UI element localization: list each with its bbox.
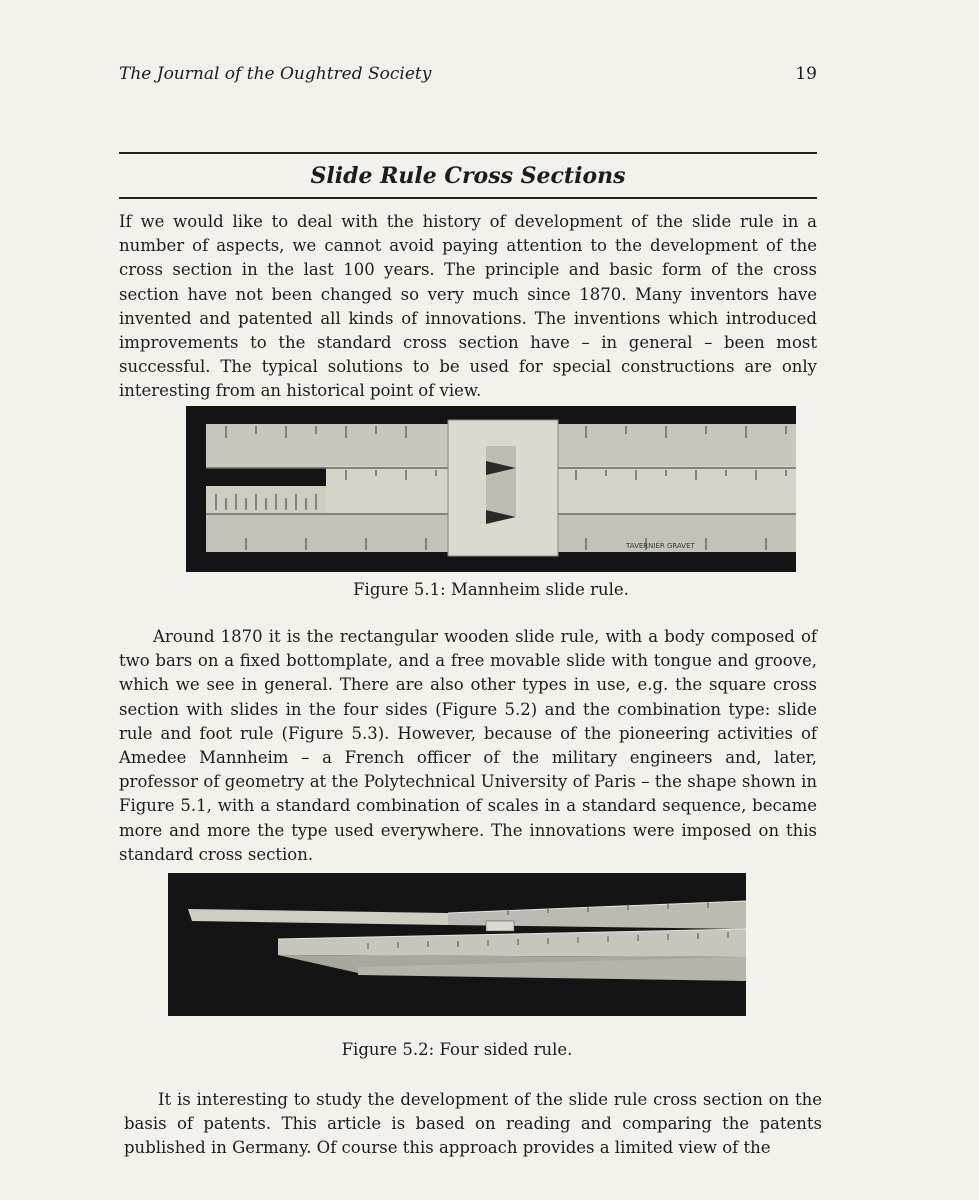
mannheim-slide-rule-image [186,406,796,572]
page-number: 19 [795,64,817,84]
paragraph-1: If we would like to deal with the history of development of the slide rule in a number of aspects, we cannot avoid paying attention to the development of the cross section in the last 100 years. The principle and basic form of the cross section have not been changed so very much since 1870. Many inventors have invented and patented all kinds of innovations. The inventions which introduced improvements to the standard cross section have – in general – been most successful. The typical solutions to be used for special constructions are only interesting from an historical point of view. [119,212,817,401]
paragraph-2: Around 1870 it is the rectangular wooden slide rule, with a body composed of two bars on a fixed bottomplate, and a free movable slide with tongue and groove, which we see in general. There are also other types in use, e.g. the square cross section with slides in the four sides (Figure 5.2) and the combination type: slide rule and foot rule (Figure 5.3). However, because of the pioneering activities of Amedee Mannheim – a French officer of the military engineers and, later, professor of geometry at the Polytechnical University of Paris – the shape shown in Figure 5.1, with a standard combination of scales in a standard sequence, became more and more the type used everywhere. The innovations were imposed on this standard cross section. [119,627,817,864]
running-head [119,64,817,84]
figure-5-2-photo [168,873,746,1016]
maker-marking: TAVERNIER GRAVET [626,542,695,550]
article-title: Slide Rule Cross Sections [310,162,626,189]
figure-5-1-caption: Figure 5.1: Mannheim slide rule. [353,580,629,599]
figure-5-1-photo [186,406,796,572]
figure-5-2-caption: Figure 5.2: Four sided rule. [341,1040,573,1059]
journal-title: The Journal of the Oughtred Society [119,64,432,84]
four-sided-rule-image [168,873,746,1016]
paragraph-3: It is interesting to study the development of the slide rule cross section on the basis of patents. This article is based on reading and comparing the patents published in Germany. Of course this approach provides a limited view of the [124,1090,822,1158]
article-title-box [119,152,817,199]
